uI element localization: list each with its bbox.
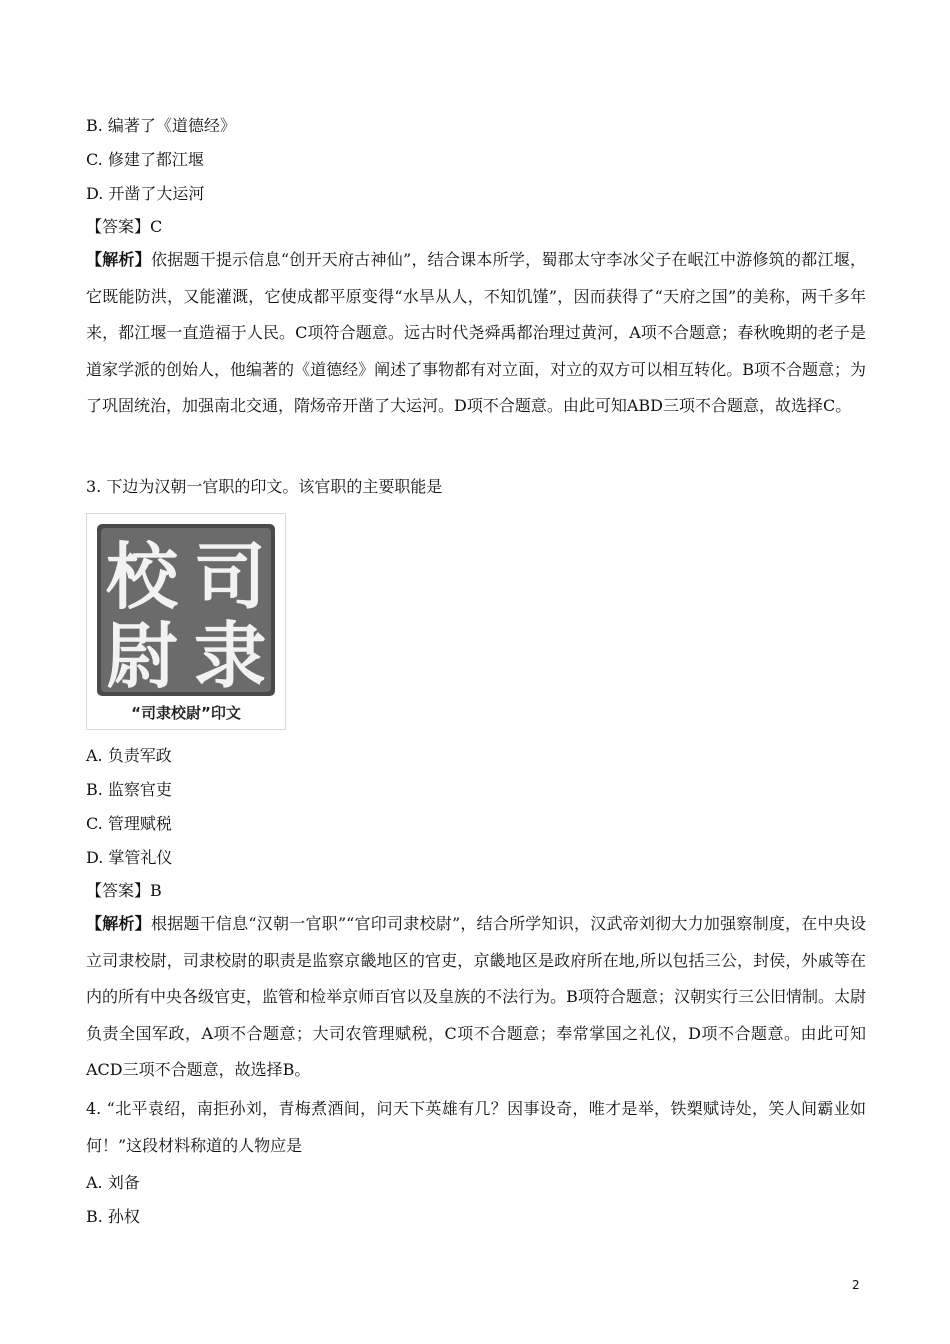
q3-analysis-text: 根据题干信息“汉朝一官职”“官印司隶校尉”，结合所学知识，汉武帝刘彻大力加强察制度，在中央设立司隶校尉，司隶校尉的职责是监察京畿地区的官吏，京畿地区是政府所在地,所以包括三公，封侯，外戚等在内的所有中央各级官吏，监管和检举京师百官以及皇族的不法行为。B项符合题意；汉朝实行三公旧情制。太尉负责全国军政，A项不合题意；大司农管理赋税，C项不合题意；奉常掌国之礼仪，D项不合题意。由此可知ACD三项不合题意，故选择B。 bbox=[86, 914, 866, 1079]
seal-impression bbox=[87, 514, 285, 729]
q2-analysis bbox=[86, 242, 866, 425]
q4-question: 4. “北平袁绍，南拒孙刘，青梅煮酒间，问天下英雄有几？因事设奇，唯才是举，铁槊赋诗处，笑人间霸业如何！”这段材料称道的人物应是 bbox=[86, 1099, 866, 1155]
q2-option-b: B. 编著了《道德经》 bbox=[86, 116, 236, 135]
seal-char-2: 隶 bbox=[193, 613, 267, 698]
q3-analysis-label: 【解析】 bbox=[86, 914, 151, 933]
q2-option-c: C. 修建了都江堰 bbox=[86, 150, 204, 169]
seal-caption: “司隶校尉”印文 bbox=[131, 704, 241, 722]
q2-answer: 【答案】C bbox=[86, 217, 163, 236]
seal-image bbox=[86, 513, 286, 730]
q3-option-d: D. 掌管礼仪 bbox=[86, 848, 173, 867]
page-number: 2 bbox=[852, 1278, 860, 1292]
q3-answer: 【答案】B bbox=[86, 881, 162, 900]
seal-char-1: 司 bbox=[193, 534, 267, 619]
q3-option-b: B. 监察官吏 bbox=[86, 780, 172, 799]
q3-option-a: A. 负责军政 bbox=[86, 746, 172, 765]
q2-analysis-text: 依据题干提示信息“创开天府古神仙”，结合课本所学，蜀郡太守李冰父子在岷江中游修筑的都江堰，它既能防洪，又能灌溉，它使成都平原变得“水旱从人，不知饥馑”，因而获得了“天府之国”的美称，两千多年来，都江堰一直造福于人民。C项符合题意。远古时代尧舜禹都治理过黄河，A项不合题意；春秋晚期的老子是道家学派的创始人，他编著的《道德经》阐述了事物都有对立面，对立的双方可以相互转化。B项不合题意；为了巩固统治，加强南北交通，隋炀帝开凿了大运河。D项不合题意。由此可知ABD三项不合题意，故选择C。 bbox=[86, 250, 866, 415]
q3-analysis bbox=[86, 906, 866, 1089]
q2-analysis-label: 【解析】 bbox=[86, 250, 151, 269]
q3-question: 3. 下边为汉朝一官职的印文。该官职的主要职能是 bbox=[86, 477, 443, 496]
q2-option-d: D. 开凿了大运河 bbox=[86, 184, 205, 203]
seal-char-4: 尉 bbox=[105, 613, 179, 698]
seal-char-3: 校 bbox=[105, 534, 179, 619]
q4-option-b: B. 孙权 bbox=[86, 1207, 140, 1226]
q4-option-a: A. 刘备 bbox=[86, 1173, 140, 1192]
q3-option-c: C. 管理赋税 bbox=[86, 814, 172, 833]
